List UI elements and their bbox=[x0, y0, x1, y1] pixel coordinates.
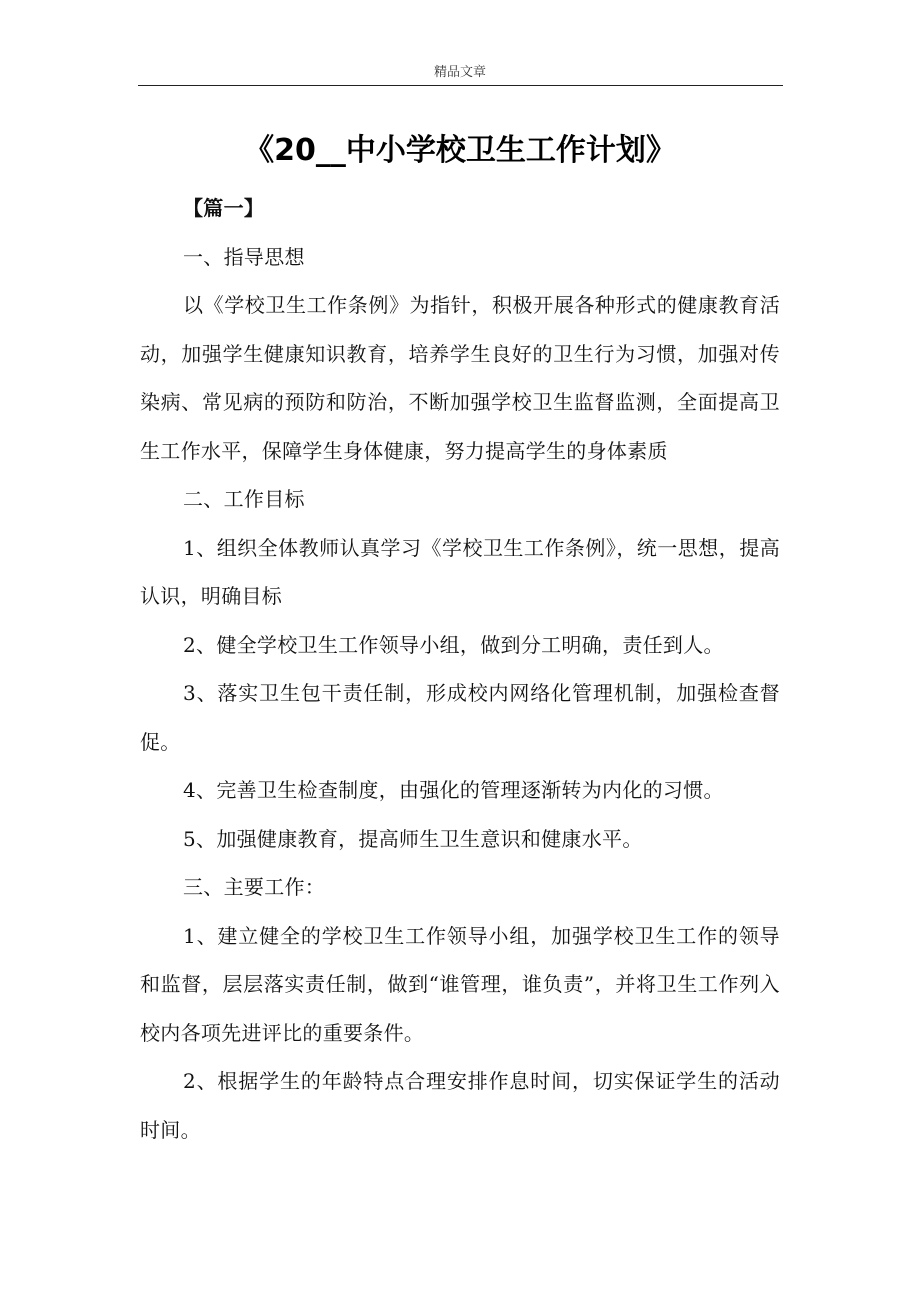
heading-guiding-ideology: 一、指导思想 bbox=[183, 244, 305, 269]
header-divider bbox=[138, 85, 783, 86]
goal-item-4: 4、完善卫生检查制度，由强化的管理逐渐转为内化的习惯。 bbox=[183, 778, 724, 802]
goal-item-3: 3、落实卫生包干责任制，形成校内网络化管理机制，加强检查督促。 bbox=[140, 681, 780, 754]
goal-item-5: 5、加强健康教育，提高师生卫生意识和健康水平。 bbox=[183, 826, 643, 851]
page-header-label: 精品文章 bbox=[433, 65, 486, 80]
paragraph-guiding-ideology: 以《学校卫生工作条例》为指针，积极开展各种形式的健康教育活动，加强学生健康知识教育，培养学生良好的卫生行为习惯，加强对传染病、常见病的预防和防治，不断加强学校卫生监督监测，全面提高卫生工作水平，保障学生身体健康，努力提高学生的身体素质 bbox=[140, 293, 780, 463]
work-item-1: 1、建立健全的学校卫生工作领导小组，加强学校卫生工作的领导和监督，层层落实责任制，做到“谁管理，谁负责”，并将卫生工作列入校内各项先进评比的重要条件。 bbox=[140, 923, 780, 1045]
document-body bbox=[140, 184, 780, 1154]
goal-item-2: 2、健全学校卫生工作领导小组，做到分工明确，责任到人。 bbox=[183, 632, 724, 657]
goal-item-1: 1、组织全体教师认真学习《学校卫生工作条例》，统一思想，提高认识，明确目标 bbox=[140, 535, 780, 608]
heading-main-work: 三、主要工作： bbox=[183, 875, 326, 899]
document-title: 《20__中小学校卫生工作计划》 bbox=[244, 133, 676, 168]
section-tag: 【篇一】 bbox=[183, 196, 265, 220]
heading-work-goals: 二、工作目标 bbox=[183, 487, 305, 511]
work-item-2: 2、根据学生的年龄特点合理安排作息时间，切实保证学生的活动时间。 bbox=[140, 1069, 780, 1142]
